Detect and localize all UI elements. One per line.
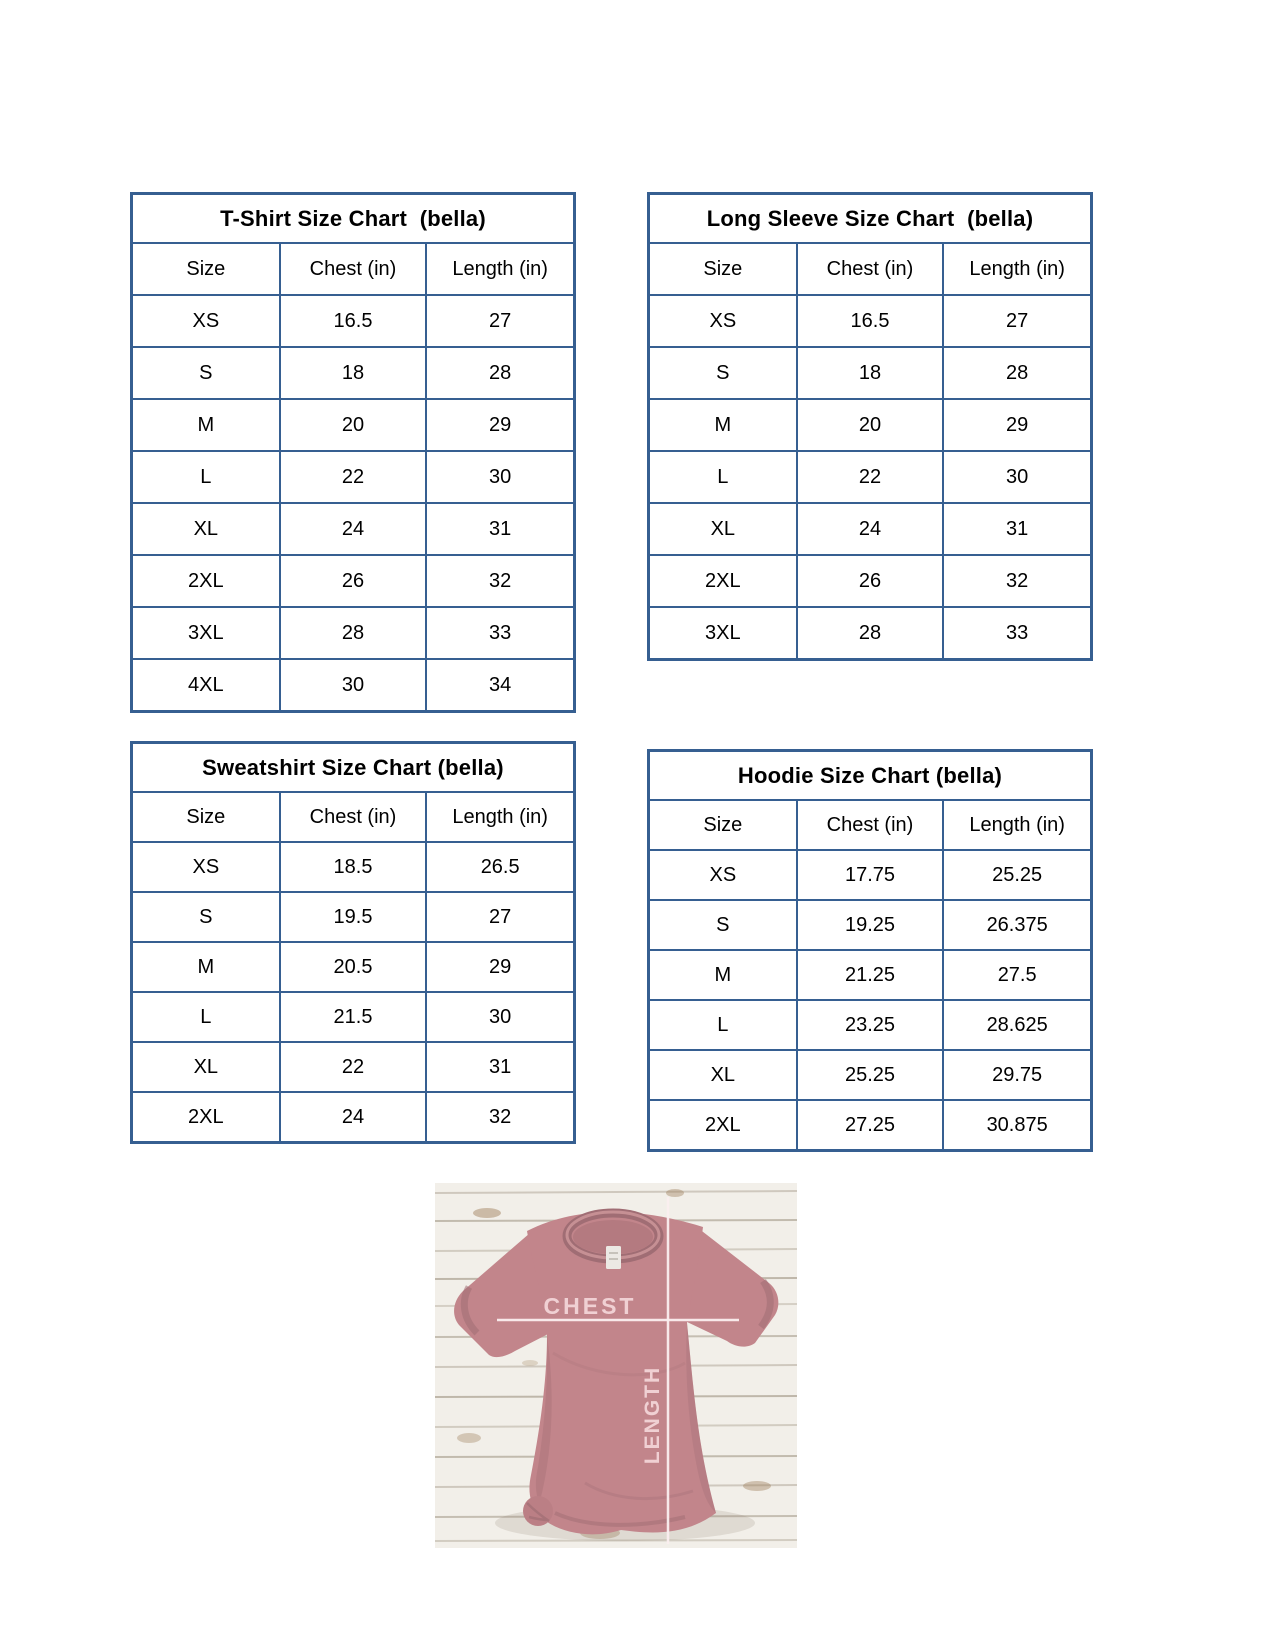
table-cell: 18 [280,347,427,399]
table-cell: 20 [280,399,427,451]
table-cell: 18.5 [280,842,427,892]
table-header-row [133,243,573,295]
table-row [133,992,573,1042]
table-row [133,659,573,710]
table-row [133,399,573,451]
table-cell: S [133,892,280,942]
size-table-grid [133,242,573,710]
table-row [133,451,573,503]
table-row [650,503,1090,555]
table-cell: 18 [797,347,944,399]
table-cell: 21.5 [280,992,427,1042]
table-cell: 29.75 [943,1050,1090,1100]
table-row [133,942,573,992]
table-cell: L [133,451,280,503]
table-cell: 16.5 [280,295,427,347]
table-row [650,900,1090,950]
shirt-photo-svg [435,1183,797,1548]
table-cell: 25.25 [797,1050,944,1100]
size-table-grid [650,242,1090,658]
table-header-cell: Length (in) [426,243,573,295]
table-cell: XL [133,1042,280,1092]
table-cell: 24 [797,503,944,555]
shirt-measurement-photo [435,1183,797,1548]
table-title: Sweatshirt Size Chart (bella) [202,754,504,780]
table-cell: 31 [426,1042,573,1092]
table-row [133,347,573,399]
table-cell: XL [650,1050,797,1100]
table-row [650,850,1090,900]
table-cell: 19.25 [797,900,944,950]
table-cell: 26 [797,555,944,607]
table-cell: 2XL [133,1092,280,1141]
table-cell: 24 [280,503,427,555]
table-cell: S [133,347,280,399]
table-cell: 19.5 [280,892,427,942]
length-label: LENGTH [641,1365,664,1465]
table-cell: 30 [426,451,573,503]
table-row [650,1000,1090,1050]
table-cell: 28 [943,347,1090,399]
table-cell: M [133,942,280,992]
table-cell: 2XL [650,555,797,607]
table-cell: S [650,347,797,399]
table-cell: XL [650,503,797,555]
table-header-row [650,800,1090,850]
table-cell: 30 [943,451,1090,503]
table-title: Long Sleeve Size Chart (bella) [706,205,1034,231]
table-cell: 22 [280,1042,427,1092]
table-header-cell: Length (in) [426,792,573,842]
size-table-hoodie [647,749,1093,1152]
table-cell: 17.75 [797,850,944,900]
size-table-grid [133,791,573,1141]
table-header-cell: Length (in) [943,243,1090,295]
table-header-cell: Chest (in) [797,800,944,850]
table-row [650,950,1090,1000]
table-cell: 27 [943,295,1090,347]
table-cell: 29 [426,942,573,992]
table-cell: 2XL [650,1100,797,1149]
table-cell: 31 [426,503,573,555]
table-row [133,1092,573,1141]
table-cell: 32 [426,555,573,607]
table-cell: 30 [280,659,427,710]
care-tag [606,1246,621,1269]
table-cell: XS [650,295,797,347]
table-cell: 26.5 [426,842,573,892]
table-cell: 20 [797,399,944,451]
table-cell: 26 [280,555,427,607]
table-cell: 34 [426,659,573,710]
table-row [133,555,573,607]
table-cell: 28.625 [943,1000,1090,1050]
table-cell: XL [133,503,280,555]
table-row [650,295,1090,347]
table-row [133,607,573,659]
table-cell: 3XL [133,607,280,659]
table-cell: 22 [280,451,427,503]
table-cell: 27.5 [943,950,1090,1000]
table-cell: M [650,950,797,1000]
table-cell: 24 [280,1092,427,1141]
table-cell: L [650,1000,797,1050]
table-cell: XS [133,842,280,892]
table-cell: 32 [426,1092,573,1141]
table-header-cell: Size [133,243,280,295]
table-header-row [133,792,573,842]
table-row [133,842,573,892]
table-cell: 3XL [650,607,797,658]
chest-label: CHEST [543,1293,637,1319]
table-row [650,399,1090,451]
table-cell: 28 [426,347,573,399]
size-table-grid [650,799,1090,1149]
table-cell: 27 [426,892,573,942]
table-row [650,1050,1090,1100]
size-table-long-sleeve [647,192,1093,661]
table-header-cell: Size [133,792,280,842]
table-row [133,503,573,555]
table-header-cell: Length (in) [943,800,1090,850]
table-header-cell: Size [650,800,797,850]
table-cell: 28 [797,607,944,658]
table-cell: XS [133,295,280,347]
table-cell: 33 [426,607,573,659]
table-row [133,1042,573,1092]
table-cell: 27 [426,295,573,347]
table-cell: 30 [426,992,573,1042]
table-header-cell: Chest (in) [280,243,427,295]
table-row [133,295,573,347]
table-cell: XS [650,850,797,900]
table-row [650,1100,1090,1149]
table-cell: 16.5 [797,295,944,347]
table-cell: 28 [280,607,427,659]
table-cell: 2XL [133,555,280,607]
table-cell: 27.25 [797,1100,944,1149]
table-cell: 26.375 [943,900,1090,950]
table-header-row [650,243,1090,295]
table-header-cell: Size [650,243,797,295]
table-row [650,607,1090,658]
table-row [650,451,1090,503]
size-table-tshirt [130,192,576,713]
table-cell: 29 [943,399,1090,451]
table-cell: 22 [797,451,944,503]
table-cell: 21.25 [797,950,944,1000]
table-row [650,555,1090,607]
table-title: Hoodie Size Chart (bella) [737,762,1003,788]
table-cell: 20.5 [280,942,427,992]
table-cell: 4XL [133,659,280,710]
table-cell: S [650,900,797,950]
table-cell: M [650,399,797,451]
table-header-cell: Chest (in) [280,792,427,842]
table-row [650,347,1090,399]
table-cell: L [650,451,797,503]
table-title: T-Shirt Size Chart (bella) [220,205,486,231]
table-cell: L [133,992,280,1042]
table-cell: 32 [943,555,1090,607]
table-cell: 25.25 [943,850,1090,900]
table-cell: 33 [943,607,1090,658]
table-cell: 23.25 [797,1000,944,1050]
table-cell: 29 [426,399,573,451]
table-row [133,892,573,942]
table-cell: 30.875 [943,1100,1090,1149]
size-table-sweatshirt [130,741,576,1144]
table-cell: 31 [943,503,1090,555]
table-cell: M [133,399,280,451]
table-header-cell: Chest (in) [797,243,944,295]
